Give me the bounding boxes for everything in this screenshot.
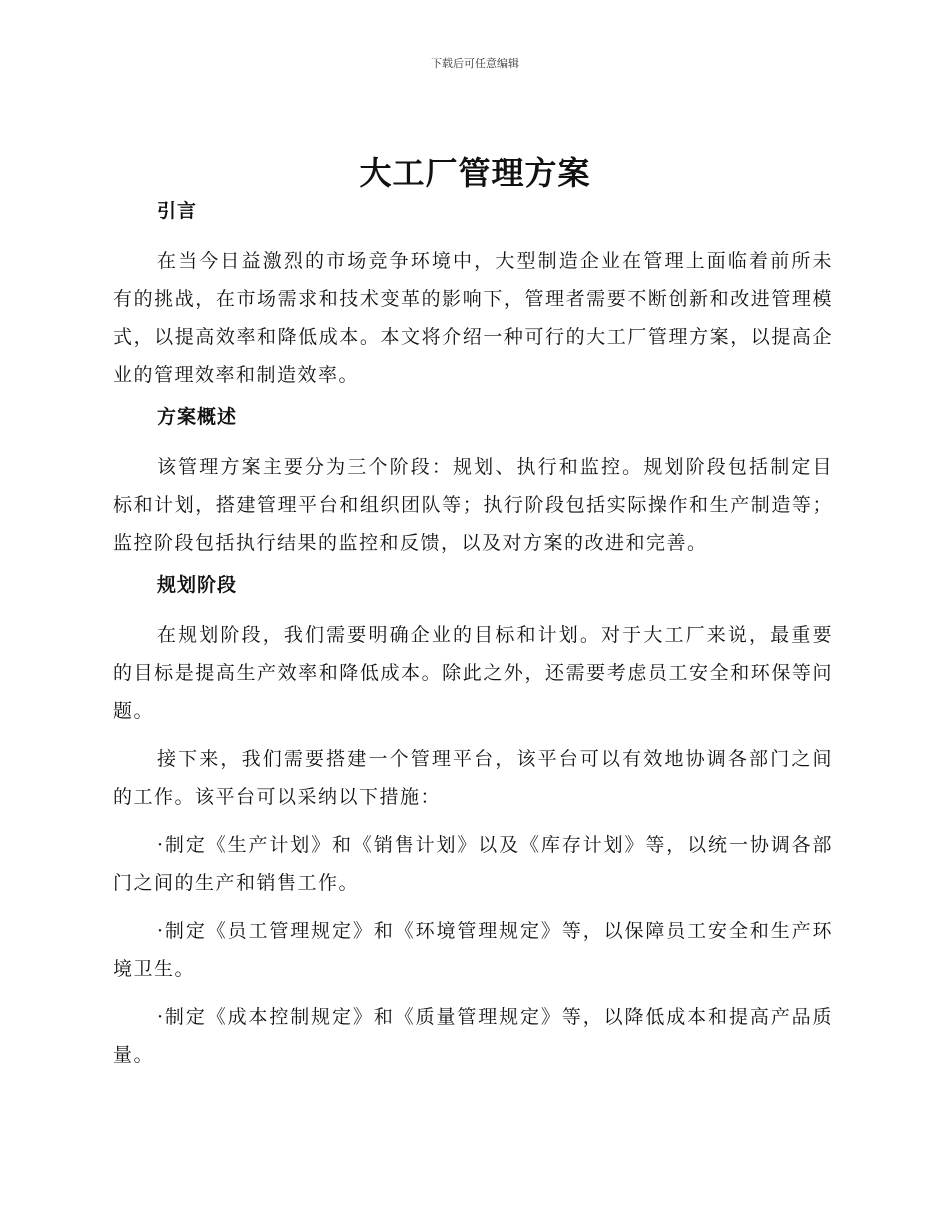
document-body — [113, 196, 833, 1084]
paragraph-planning-2: 接下来，我们需要搭建一个管理平台，该平台可以有效地协调各部门之间的工作。该平台可以采纳以下措施： — [113, 748, 833, 808]
paragraph-planning-1: 在规划阶段，我们需要明确企业的目标和计划。对于大工厂来说，最重要的目标是提高生产效率和降低成本。除此之外，还需要考虑员工安全和环保等问题。 — [113, 624, 833, 722]
heading-overview: 方案概述 — [157, 406, 238, 428]
heading-planning: 规划阶段 — [157, 574, 238, 596]
paragraph-intro: 在当今日益激烈的市场竞争环境中，大型制造企业在管理上面临着前所未有的挑战，在市场需求和技术变革的影响下，管理者需要不断创新和改进管理模式，以提高效率和降低成本。本文将介绍一种可行的大工厂管理方案，以提高企业的管理效率和制造效率。 — [113, 250, 833, 386]
page-header: 下载后可任意编辑 — [431, 57, 519, 70]
bullet-item-3: ·制定《成本控制规定》和《质量管理规定》等，以降低成本和提高产品质量。 — [113, 1006, 833, 1066]
heading-intro: 引言 — [157, 200, 198, 222]
bullet-item-2: ·制定《员工管理规定》和《环境管理规定》等，以保障员工安全和生产环境卫生。 — [113, 920, 833, 980]
paragraph-overview: 该管理方案主要分为三个阶段：规划、执行和监控。规划阶段包括制定目标和计划，搭建管理平台和组织团队等；执行阶段包括实际操作和生产制造等；监控阶段包括执行结果的监控和反馈，以及对方案的改进和完善。 — [113, 456, 833, 554]
bullet-item-1: ·制定《生产计划》和《销售计划》以及《库存计划》等，以统一协调各部门之间的生产和销售工作。 — [113, 834, 833, 894]
document-title: 大工厂管理方案 — [359, 154, 591, 192]
